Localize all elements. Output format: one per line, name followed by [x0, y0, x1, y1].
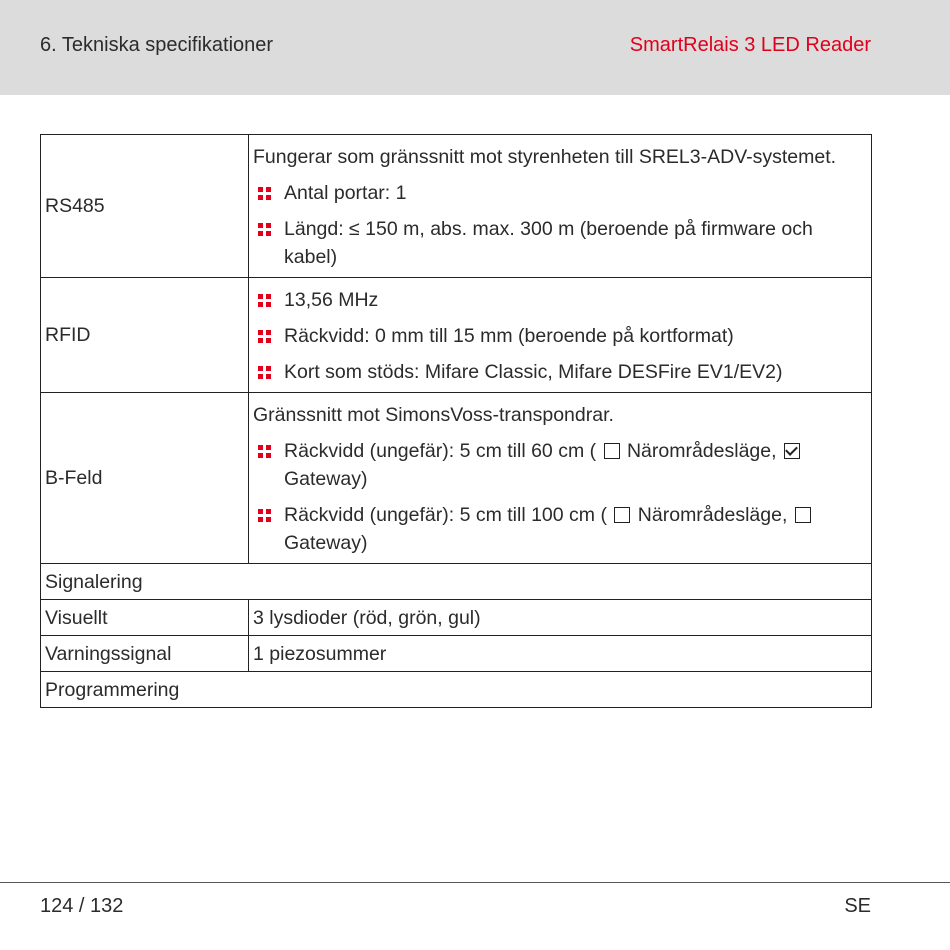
bullet-text: Räckvidd: 0 mm till 15 mm (beroende på kortformat): [284, 325, 734, 347]
row-value-visuellt: 3 lysdioder (röd, grön, gul): [249, 600, 872, 636]
bullet-icon: [258, 509, 271, 522]
list-item: [253, 179, 861, 207]
rs485-description: Fungerar som gränssnitt mot styrenheten till SREL3-ADV-systemet.: [253, 146, 837, 168]
language-code: SE: [844, 895, 871, 917]
page-header: [0, 0, 950, 95]
section-title: 6. Tekniska specifikationer: [40, 34, 274, 56]
table-row: [41, 564, 872, 600]
bullet-text: Räckvidd (ungefär): 5 cm till 100 cm (: [284, 504, 607, 526]
row-label-rfid: RFID: [41, 278, 249, 393]
row-content-rfid: [249, 278, 872, 393]
table-row: [41, 636, 872, 672]
section-row-programmering: Programmering: [41, 672, 872, 708]
list-item: [253, 501, 861, 557]
bullet-icon: [258, 445, 271, 458]
list-item: [253, 358, 861, 386]
row-label-bfeld: B-Feld: [41, 393, 249, 564]
checkbox-icon: [604, 443, 620, 459]
table-row: [41, 600, 872, 636]
row-label-rs485: RS485: [41, 135, 249, 278]
option-label: Gateway): [284, 532, 368, 554]
list-item: [253, 437, 861, 493]
bullet-icon: [258, 294, 271, 307]
row-value-varning: 1 piezosummer: [249, 636, 872, 672]
checkbox-icon: [795, 507, 811, 523]
section-row-signalering: Signalering: [41, 564, 872, 600]
table-row: [41, 278, 872, 393]
product-name: SmartRelais 3 LED Reader: [629, 34, 871, 56]
bullet-icon: [258, 223, 271, 236]
footer-divider: [0, 882, 950, 883]
bullet-text: Kort som stöds: Mifare Classic, Mifare DESFire EV1/EV2): [284, 361, 783, 383]
row-content-bfeld: [249, 393, 872, 564]
list-item: [253, 286, 861, 314]
option-label: Gateway): [284, 468, 368, 490]
bfeld-description: Gränssnitt mot SimonsVoss-transpondrar.: [253, 404, 614, 426]
table-row: [41, 672, 872, 708]
spec-table: [40, 134, 872, 708]
row-content-rs485: [249, 135, 872, 278]
table-row: [41, 393, 872, 564]
bullet-icon: [258, 366, 271, 379]
checkbox-icon: [614, 507, 630, 523]
bullet-icon: [258, 187, 271, 200]
list-item: [253, 322, 861, 350]
row-label-varning: Varningssignal: [41, 636, 249, 672]
page-number: 124 / 132: [40, 895, 124, 917]
option-label: Närområdesläge,: [626, 440, 777, 462]
bullet-text: Antal portar: 1: [284, 182, 407, 204]
bullet-icon: [258, 330, 271, 343]
table-row: [41, 135, 872, 278]
bullet-text: Längd: ≤ 150 m, abs. max. 300 m (beroende på firmware och kabel): [284, 218, 813, 268]
checkbox-icon: [784, 443, 800, 459]
bullet-text: 13,56 MHz: [284, 289, 379, 311]
bullet-text: Räckvidd (ungefär): 5 cm till 60 cm (: [284, 440, 597, 462]
option-label: Närområdesläge,: [637, 504, 788, 526]
row-label-visuellt: Visuellt: [41, 600, 249, 636]
list-item: [253, 215, 861, 271]
